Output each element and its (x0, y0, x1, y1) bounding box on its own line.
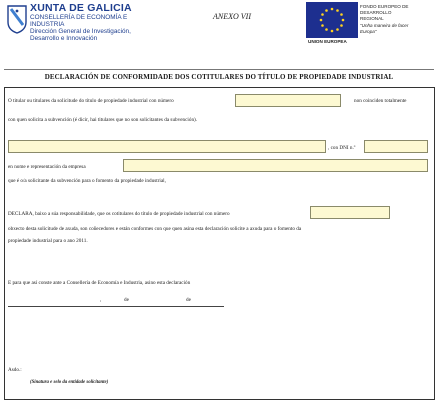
paragraph-text: non coinciden totalmente (354, 98, 407, 104)
org-line: Dirección General de Investigación, (30, 28, 131, 35)
xunta-shield-logo (6, 4, 28, 34)
paragraph-text: que é o/a solicitante da subvención para o fomento da propiedade industrial, (8, 178, 166, 184)
org-line: INDUSTRIA (30, 21, 65, 28)
company-name-field[interactable] (123, 159, 428, 172)
paragraph-text: en nome e representación da empresa (8, 164, 86, 170)
paragraph-text: O titular ou titulares da solicitude do título de propiedade industrial con número (8, 98, 174, 104)
paragraph-text: DECLARA, baixo a súa responsabilidade, que os cotitulares do título de propiedade industrial con número (8, 211, 230, 217)
paragraph-text: E para que así conste ante a Consellería de Economía e Industria, asino esta declaración (8, 280, 191, 286)
dni-label: , con DNI n.º (328, 145, 356, 151)
signed-label: Asdo.: (8, 367, 22, 373)
fund-motto: Europa" (360, 29, 377, 34)
page-title: DECLARACIÓN DE CONFORMIDADE DOS COTITULARES DO TÍTULO DE PROPIEDADE INDUSTRIAL (44, 73, 394, 81)
declarant-name-field[interactable] (8, 140, 326, 153)
paragraph-text: obxecto desta solicitude de axuda, son coñecedores e están conformes con que quen asina esta declaración solicite a axuda para o fomento da (8, 226, 302, 232)
org-line: CONSELLERÍA DE ECONOMÍA E (30, 14, 128, 21)
fund-motto: "Unha maneira de facer (360, 23, 409, 28)
title-number-field[interactable] (235, 94, 341, 107)
date-de-label: de (186, 297, 191, 303)
divider (4, 69, 434, 70)
fund-line: DESARROLLO (360, 10, 392, 15)
paragraph-text: con quen solicita a subvención (é dicir, hai titulares que no son solicitantes da subvención). (8, 117, 198, 123)
date-de-label: de (124, 297, 129, 303)
signature-note: (Sinatura e selo da entidade solicitante) (30, 380, 109, 385)
title-number-field-2[interactable] (310, 206, 390, 219)
eu-caption: UNION EUROPEA (308, 39, 347, 44)
dni-field[interactable] (364, 140, 428, 153)
annex-label: ANEXO VII (213, 12, 251, 21)
eu-flag-icon (306, 2, 358, 38)
fund-line: FONDO EUROPEO DE (360, 4, 409, 9)
fund-line: REGIONAL (360, 16, 384, 21)
org-line: Desarrollo e Innovación (30, 35, 98, 42)
date-line[interactable] (8, 306, 224, 307)
date-comma: , (100, 297, 102, 303)
paragraph-text: propiedade industrial para o ano 2011. (8, 238, 88, 244)
org-name: XUNTA DE GALICIA (30, 2, 132, 14)
